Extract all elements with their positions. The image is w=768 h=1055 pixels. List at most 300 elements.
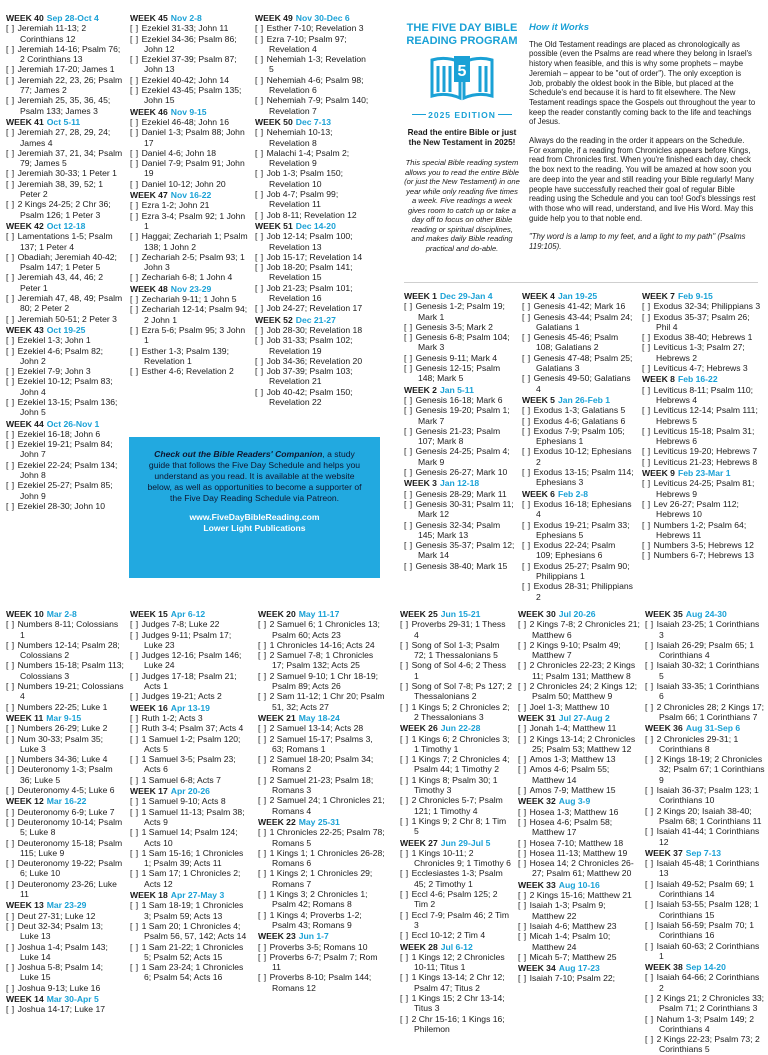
reading-checkbox[interactable]: [ ] — [518, 639, 530, 650]
reading-checkbox[interactable]: [ ] — [642, 363, 654, 374]
reading-checkbox[interactable]: [ ] — [255, 168, 267, 179]
reading-item — [6, 376, 124, 397]
reading-checkbox[interactable]: [ ] — [6, 764, 18, 775]
reading-checkbox[interactable]: [ ] — [642, 332, 654, 343]
reading-checkbox[interactable]: [ ] — [255, 74, 267, 85]
reading-text: Genesis 35-37; Psalm 12; Mark 14 — [415, 540, 515, 561]
reading-checkbox[interactable]: [ ] — [642, 446, 654, 457]
reading-checkbox[interactable]: [ ] — [6, 345, 18, 356]
reading-checkbox[interactable]: [ ] — [6, 147, 18, 158]
reading-checkbox[interactable]: [ ] — [6, 459, 18, 470]
reading-checkbox[interactable]: [ ] — [258, 847, 270, 858]
reading-checkbox[interactable]: [ ] — [255, 127, 267, 138]
schedule-column — [6, 608, 124, 1015]
reading-checkbox[interactable]: [ ] — [522, 540, 534, 551]
reading-checkbox[interactable]: [ ] — [6, 982, 18, 993]
reading-checkbox[interactable]: [ ] — [130, 366, 142, 377]
reading-checkbox[interactable]: [ ] — [6, 910, 18, 921]
reading-checkbox[interactable]: [ ] — [255, 23, 267, 34]
reading-text: Ezekiel 22-24; Psalm 134; John 8 — [17, 459, 118, 481]
reading-checkbox[interactable]: [ ] — [255, 335, 267, 346]
reading-checkbox[interactable]: [ ] — [255, 282, 267, 293]
reading-checkbox[interactable]: [ ] — [255, 95, 267, 106]
reading-checkbox[interactable]: [ ] — [130, 650, 142, 661]
reading-checkbox[interactable]: [ ] — [400, 733, 412, 744]
reading-checkbox[interactable]: [ ] — [518, 973, 530, 984]
reading-checkbox[interactable]: [ ] — [130, 796, 142, 807]
reading-checkbox[interactable]: [ ] — [522, 560, 534, 571]
reading-checkbox[interactable]: [ ] — [404, 425, 416, 436]
reading-checkbox[interactable]: [ ] — [130, 733, 142, 744]
reading-item — [130, 734, 250, 755]
reading-checkbox[interactable]: [ ] — [130, 272, 142, 283]
reading-checkbox[interactable]: [ ] — [400, 1013, 412, 1024]
reading-checkbox[interactable]: [ ] — [400, 774, 412, 785]
reading-checkbox[interactable]: [ ] — [645, 1013, 657, 1024]
reading-checkbox[interactable]: [ ] — [258, 889, 270, 900]
reading-item — [130, 962, 250, 983]
reading-checkbox[interactable]: [ ] — [400, 639, 412, 650]
week-label: WEEK 36 — [645, 723, 683, 734]
reading-checkbox[interactable]: [ ] — [518, 900, 530, 911]
reading-checkbox[interactable]: [ ] — [642, 550, 654, 561]
reading-checkbox[interactable]: [ ] — [6, 723, 18, 734]
reading-checkbox[interactable]: [ ] — [522, 498, 534, 509]
reading-text: Judges 17-18; Psalm 21; Acts 1 — [141, 670, 237, 692]
reading-checkbox[interactable]: [ ] — [6, 95, 18, 106]
reading-checkbox[interactable]: [ ] — [6, 480, 18, 491]
reading-checkbox[interactable]: [ ] — [642, 478, 654, 489]
reading-checkbox[interactable]: [ ] — [518, 764, 530, 775]
reading-checkbox[interactable]: [ ] — [6, 439, 18, 450]
reading-checkbox[interactable]: [ ] — [642, 519, 654, 530]
reading-checkbox[interactable]: [ ] — [6, 878, 18, 889]
reading-checkbox[interactable]: [ ] — [645, 826, 657, 837]
reading-checkbox[interactable]: [ ] — [6, 733, 18, 744]
reading-text: Exodus 4-6; Galatians 6 — [533, 415, 626, 426]
reading-text: Hosea 7-10; Matthew 18 — [529, 837, 624, 848]
reading-checkbox[interactable]: [ ] — [130, 754, 142, 765]
reading-text: 2 Kings 7-8; 2 Chronicles 21; Matthew 6 — [529, 619, 640, 640]
reading-checkbox[interactable]: [ ] — [642, 456, 654, 467]
reading-checkbox[interactable]: [ ] — [404, 321, 416, 332]
reading-checkbox[interactable]: [ ] — [645, 681, 657, 692]
reading-item — [258, 619, 386, 640]
reading-text: 1 Sam 21-22; 1 Chronicles 5; Psalm 52; Acts 15 — [141, 941, 244, 962]
reading-checkbox[interactable]: [ ] — [6, 335, 18, 346]
reading-checkbox[interactable]: [ ] — [6, 43, 18, 54]
reading-checkbox[interactable]: [ ] — [400, 992, 412, 1003]
reading-checkbox[interactable]: [ ] — [518, 858, 530, 869]
reading-item — [6, 754, 124, 764]
reading-checkbox[interactable]: [ ] — [518, 816, 530, 827]
reading-checkbox[interactable]: [ ] — [645, 899, 657, 910]
reading-text: Leviticus 1-3; Psalm 27; Hebrews 2 — [653, 342, 745, 363]
reading-checkbox[interactable]: [ ] — [255, 366, 267, 377]
reading-checkbox[interactable]: [ ] — [642, 498, 654, 509]
reading-checkbox[interactable]: [ ] — [400, 815, 412, 826]
reading-text: Isaiah 26-29; Psalm 65; 1 Corinthians 4 — [656, 639, 755, 661]
reading-text: Exodus 25-27; Psalm 90; Philippians 1 — [533, 560, 630, 582]
reading-checkbox[interactable]: [ ] — [130, 304, 142, 315]
reading-checkbox[interactable]: [ ] — [6, 23, 18, 34]
reading-text: Jeremiah 25, 35, 36, 45; Psalm 133; James 3 — [17, 95, 111, 116]
reading-checkbox[interactable]: [ ] — [400, 754, 412, 765]
reading-checkbox[interactable]: [ ] — [130, 324, 142, 335]
reading-checkbox[interactable]: [ ] — [404, 332, 416, 343]
reading-checkbox[interactable]: [ ] — [130, 231, 142, 242]
reading-checkbox[interactable]: [ ] — [522, 373, 534, 384]
reading-item — [518, 807, 640, 817]
reading-checkbox[interactable]: [ ] — [645, 619, 657, 630]
reading-checkbox[interactable]: [ ] — [400, 930, 412, 941]
reading-checkbox[interactable]: [ ] — [130, 33, 142, 44]
reading-checkbox[interactable]: [ ] — [518, 681, 530, 692]
reading-checkbox[interactable]: [ ] — [258, 951, 270, 962]
reading-checkbox[interactable]: [ ] — [6, 272, 18, 283]
reading-checkbox[interactable]: [ ] — [258, 868, 270, 879]
reading-checkbox[interactable]: [ ] — [645, 878, 657, 889]
reading-checkbox[interactable]: [ ] — [6, 500, 18, 511]
reading-text: Judges 7-8; Luke 22 — [141, 619, 220, 630]
reading-checkbox[interactable]: [ ] — [6, 168, 18, 179]
reading-checkbox[interactable]: [ ] — [518, 660, 530, 671]
reading-checkbox[interactable]: [ ] — [642, 311, 654, 322]
reading-checkbox[interactable]: [ ] — [6, 251, 18, 262]
reading-checkbox[interactable]: [ ] — [6, 701, 18, 712]
reading-checkbox[interactable]: [ ] — [6, 619, 18, 630]
reading-checkbox[interactable]: [ ] — [6, 806, 18, 817]
reading-checkbox[interactable]: [ ] — [6, 785, 18, 796]
reading-item — [255, 335, 373, 356]
reading-checkbox[interactable]: [ ] — [258, 795, 270, 806]
reading-checkbox[interactable]: [ ] — [258, 909, 270, 920]
reading-checkbox[interactable]: [ ] — [6, 396, 18, 407]
reading-text: Joshua 1-4; Psalm 143; Luke 14 — [17, 941, 108, 962]
reading-checkbox[interactable]: [ ] — [645, 919, 657, 930]
week-heading — [400, 609, 512, 619]
reading-checkbox[interactable]: [ ] — [6, 428, 18, 439]
reading-checkbox[interactable]: [ ] — [404, 394, 416, 405]
reading-checkbox[interactable]: [ ] — [642, 405, 654, 416]
reading-checkbox[interactable]: [ ] — [645, 992, 657, 1003]
reading-checkbox[interactable]: [ ] — [404, 352, 416, 363]
reading-checkbox[interactable]: [ ] — [258, 774, 270, 785]
reading-checkbox[interactable]: [ ] — [6, 941, 18, 952]
reading-item — [258, 848, 386, 869]
reading-checkbox[interactable]: [ ] — [6, 962, 18, 973]
reading-checkbox[interactable]: [ ] — [400, 868, 412, 879]
reading-checkbox[interactable]: [ ] — [400, 701, 412, 712]
reading-checkbox[interactable]: [ ] — [6, 1004, 18, 1015]
reading-text: Isaiah 36-37; Psalm 123; 1 Corinthians 10 — [656, 785, 759, 806]
reading-checkbox[interactable]: [ ] — [255, 262, 267, 273]
schedule-column — [642, 290, 762, 561]
reading-checkbox[interactable]: [ ] — [645, 858, 657, 869]
reading-text: Job 1-3; Psalm 150; Revelation 10 — [266, 168, 343, 189]
week-block — [642, 291, 762, 373]
reading-checkbox[interactable]: [ ] — [130, 712, 142, 723]
week-heading — [130, 107, 248, 117]
reading-checkbox[interactable]: [ ] — [130, 200, 142, 211]
reading-checkbox[interactable]: [ ] — [6, 64, 18, 75]
reading-item — [6, 723, 124, 733]
reading-checkbox[interactable]: [ ] — [6, 199, 18, 210]
reading-checkbox[interactable]: [ ] — [6, 74, 18, 85]
reading-text: Job 12-14; Psalm 100; Revelation 13 — [266, 231, 353, 252]
reading-checkbox[interactable]: [ ] — [522, 301, 534, 312]
reading-checkbox[interactable]: [ ] — [258, 733, 270, 744]
reading-item — [255, 148, 373, 169]
week-label: WEEK 44 — [6, 418, 44, 429]
week-label: WEEK 5 — [522, 394, 555, 405]
reading-checkbox[interactable]: [ ] — [130, 251, 142, 262]
reading-checkbox[interactable]: [ ] — [6, 639, 18, 650]
reading-checkbox[interactable]: [ ] — [130, 619, 142, 630]
reading-checkbox[interactable]: [ ] — [522, 446, 534, 457]
reading-checkbox[interactable]: [ ] — [130, 670, 142, 681]
week-heading — [522, 291, 634, 301]
reading-checkbox[interactable]: [ ] — [642, 540, 654, 551]
reading-checkbox[interactable]: [ ] — [642, 342, 654, 353]
reading-checkbox[interactable]: [ ] — [255, 189, 267, 200]
reading-checkbox[interactable]: [ ] — [522, 519, 534, 530]
reading-item — [404, 467, 516, 477]
reading-item — [130, 75, 248, 85]
reading-checkbox[interactable]: [ ] — [130, 178, 142, 189]
reading-item — [130, 200, 248, 210]
reading-checkbox[interactable]: [ ] — [130, 23, 142, 34]
reading-text: 1 Samuel 3-5; Psalm 23; Acts 6 — [141, 754, 236, 775]
reading-checkbox[interactable]: [ ] — [6, 178, 18, 189]
reading-checkbox[interactable]: [ ] — [518, 806, 530, 817]
reading-checkbox[interactable]: [ ] — [522, 405, 534, 416]
reading-text: Numbers 19-21; Colossians 4 — [17, 681, 124, 702]
reading-checkbox[interactable]: [ ] — [130, 210, 142, 221]
reading-checkbox[interactable]: [ ] — [518, 847, 530, 858]
reading-checkbox[interactable]: [ ] — [255, 209, 267, 220]
reading-checkbox[interactable]: [ ] — [518, 931, 530, 942]
reading-text: Jeremiah 11-13; 2 Corinthians 12 — [17, 23, 87, 44]
reading-checkbox[interactable]: [ ] — [518, 920, 530, 931]
reading-checkbox[interactable]: [ ] — [6, 837, 18, 848]
reading-checkbox[interactable]: [ ] — [258, 941, 270, 952]
reading-checkbox[interactable]: [ ] — [645, 754, 657, 765]
reading-checkbox[interactable]: [ ] — [404, 363, 416, 374]
week-dates: May 11-17 — [298, 609, 340, 619]
reading-checkbox[interactable]: [ ] — [255, 54, 267, 65]
reading-checkbox[interactable]: [ ] — [642, 301, 654, 312]
reading-checkbox[interactable]: [ ] — [258, 972, 270, 983]
reading-checkbox[interactable]: [ ] — [6, 366, 18, 377]
reading-checkbox[interactable]: [ ] — [255, 324, 267, 335]
reading-item — [130, 294, 248, 304]
reading-item — [518, 681, 640, 702]
reading-text: Isaiah 49-52; Psalm 69; 1 Corinthians 14 — [656, 878, 755, 900]
reading-checkbox[interactable]: [ ] — [6, 231, 18, 242]
reading-checkbox[interactable]: [ ] — [642, 425, 654, 436]
reading-checkbox[interactable]: [ ] — [645, 733, 657, 744]
reading-checkbox[interactable]: [ ] — [258, 754, 270, 765]
reading-checkbox[interactable]: [ ] — [518, 785, 530, 796]
reading-checkbox[interactable]: [ ] — [518, 951, 530, 962]
reading-checkbox[interactable]: [ ] — [130, 158, 142, 169]
reading-item — [6, 179, 124, 200]
reading-checkbox[interactable]: [ ] — [6, 858, 18, 869]
reading-checkbox[interactable]: [ ] — [130, 723, 142, 734]
reading-text: Ezekiel 13-15; Psalm 136; John 5 — [17, 396, 118, 418]
reading-checkbox[interactable]: [ ] — [6, 920, 18, 931]
reading-checkbox[interactable]: [ ] — [255, 231, 267, 242]
reading-checkbox[interactable]: [ ] — [6, 816, 18, 827]
reading-checkbox[interactable]: [ ] — [130, 116, 142, 127]
reading-checkbox[interactable]: [ ] — [258, 691, 270, 702]
reading-checkbox[interactable]: [ ] — [522, 415, 534, 426]
reading-checkbox[interactable]: [ ] — [6, 313, 18, 324]
reading-checkbox[interactable]: [ ] — [400, 681, 412, 692]
week-label: WEEK 13 — [6, 900, 44, 911]
website-link[interactable]: www.FiveDayBibleReading.com — [189, 512, 320, 522]
reading-checkbox[interactable]: [ ] — [400, 619, 412, 630]
reading-checkbox[interactable]: [ ] — [400, 795, 412, 806]
week-label: WEEK 37 — [645, 847, 683, 858]
reading-checkbox[interactable]: [ ] — [518, 733, 530, 744]
reading-item — [6, 734, 124, 755]
week-label: WEEK 51 — [255, 220, 293, 231]
reading-checkbox[interactable]: [ ] — [518, 837, 530, 848]
reading-checkbox[interactable]: [ ] — [645, 940, 657, 951]
reading-item — [522, 467, 634, 488]
reading-checkbox[interactable]: [ ] — [258, 639, 270, 650]
week-dates: Mar 30-Apr 5 — [46, 993, 99, 1004]
reading-checkbox[interactable]: [ ] — [130, 774, 142, 785]
reading-item — [400, 640, 512, 661]
reading-checkbox[interactable]: [ ] — [400, 909, 412, 920]
reading-checkbox[interactable]: [ ] — [518, 701, 530, 712]
reading-checkbox[interactable]: [ ] — [645, 660, 657, 671]
reading-checkbox[interactable]: [ ] — [130, 847, 142, 858]
reading-checkbox[interactable]: [ ] — [6, 293, 18, 304]
reading-checkbox[interactable]: [ ] — [518, 619, 530, 630]
reading-checkbox[interactable]: [ ] — [645, 701, 657, 712]
reading-checkbox[interactable]: [ ] — [400, 889, 412, 900]
reading-checkbox[interactable]: [ ] — [6, 376, 18, 387]
reading-checkbox[interactable]: [ ] — [518, 723, 530, 734]
reading-checkbox[interactable]: [ ] — [255, 251, 267, 262]
reading-text: 1 Kings 8; Psalm 30; 1 Timothy 3 — [411, 774, 498, 796]
reading-checkbox[interactable]: [ ] — [522, 332, 534, 343]
reading-checkbox[interactable]: [ ] — [255, 386, 267, 397]
reading-checkbox[interactable]: [ ] — [130, 868, 142, 879]
reading-text: Deuteronomy 1-3; Psalm 36; Luke 5 — [17, 764, 113, 785]
reading-checkbox[interactable]: [ ] — [518, 754, 530, 765]
reading-checkbox[interactable]: [ ] — [255, 303, 267, 314]
reading-checkbox[interactable]: [ ] — [258, 650, 270, 661]
reading-checkbox[interactable]: [ ] — [130, 85, 142, 96]
reading-checkbox[interactable]: [ ] — [404, 498, 416, 509]
reading-checkbox[interactable]: [ ] — [255, 355, 267, 366]
reading-checkbox[interactable]: [ ] — [258, 670, 270, 681]
reading-item — [400, 660, 512, 681]
reading-checkbox[interactable]: [ ] — [130, 345, 142, 356]
reading-checkbox[interactable]: [ ] — [522, 352, 534, 363]
reading-checkbox[interactable]: [ ] — [258, 619, 270, 630]
reading-text: Judges 9-11; Psalm 17; Luke 23 — [141, 629, 232, 650]
reading-checkbox[interactable]: [ ] — [130, 629, 142, 640]
reading-checkbox[interactable]: [ ] — [645, 1034, 657, 1045]
reading-checkbox[interactable]: [ ] — [400, 951, 412, 962]
reading-checkbox[interactable]: [ ] — [130, 147, 142, 158]
reading-item — [258, 952, 386, 973]
reading-checkbox[interactable]: [ ] — [130, 941, 142, 952]
reading-checkbox[interactable]: [ ] — [130, 900, 142, 911]
reading-checkbox[interactable]: [ ] — [404, 405, 416, 416]
week-block — [6, 900, 124, 993]
reading-checkbox[interactable]: [ ] — [6, 660, 18, 671]
reading-checkbox[interactable]: [ ] — [255, 147, 267, 158]
reading-checkbox[interactable]: [ ] — [400, 972, 412, 983]
reading-checkbox[interactable]: [ ] — [130, 127, 142, 138]
reading-checkbox[interactable]: [ ] — [400, 660, 412, 671]
reading-checkbox[interactable]: [ ] — [400, 847, 412, 858]
reading-item — [6, 480, 124, 501]
reading-checkbox[interactable]: [ ] — [522, 425, 534, 436]
reading-text: Nehemiah 7-9; Psalm 140; Revelation 7 — [266, 95, 369, 116]
reading-checkbox[interactable]: [ ] — [130, 827, 142, 838]
reading-checkbox[interactable]: [ ] — [6, 681, 18, 692]
reading-checkbox[interactable]: [ ] — [130, 920, 142, 931]
reading-checkbox[interactable]: [ ] — [404, 560, 416, 571]
reading-item — [6, 272, 124, 293]
reading-item — [645, 754, 765, 785]
reading-checkbox[interactable]: [ ] — [522, 311, 534, 322]
reading-checkbox[interactable]: [ ] — [6, 754, 18, 765]
reading-checkbox[interactable]: [ ] — [642, 384, 654, 395]
reading-text: Ecclesiastes 1-3; Psalm 45; 2 Timothy 1 — [411, 868, 503, 889]
reading-checkbox[interactable]: [ ] — [130, 74, 142, 85]
reading-checkbox[interactable]: [ ] — [404, 488, 416, 499]
reading-checkbox[interactable]: [ ] — [404, 519, 416, 530]
reading-checkbox[interactable]: [ ] — [130, 54, 142, 65]
reading-checkbox[interactable]: [ ] — [645, 785, 657, 796]
reading-checkbox[interactable]: [ ] — [130, 294, 142, 305]
reading-checkbox[interactable]: [ ] — [645, 639, 657, 650]
reading-checkbox[interactable]: [ ] — [404, 540, 416, 551]
reading-checkbox[interactable]: [ ] — [645, 805, 657, 816]
reading-checkbox[interactable]: [ ] — [130, 691, 142, 702]
reading-item — [400, 993, 512, 1014]
schedule-column — [130, 608, 250, 983]
reading-checkbox[interactable]: [ ] — [6, 127, 18, 138]
reading-checkbox[interactable]: [ ] — [404, 467, 416, 478]
reading-checkbox[interactable]: [ ] — [522, 467, 534, 478]
reading-checkbox[interactable]: [ ] — [404, 446, 416, 457]
reading-checkbox[interactable]: [ ] — [522, 581, 534, 592]
reading-checkbox[interactable]: [ ] — [255, 33, 267, 44]
week-label: WEEK 22 — [258, 816, 296, 827]
reading-checkbox[interactable]: [ ] — [404, 301, 416, 312]
reading-text: Hosea 11-13; Matthew 19 — [529, 847, 628, 858]
week-label: WEEK 18 — [130, 890, 168, 901]
reading-checkbox[interactable]: [ ] — [645, 972, 657, 983]
reading-checkbox[interactable]: [ ] — [130, 962, 142, 973]
week-label: WEEK 49 — [255, 13, 293, 23]
reading-checkbox[interactable]: [ ] — [258, 827, 270, 838]
reading-checkbox[interactable]: [ ] — [258, 723, 270, 734]
reading-item — [6, 23, 124, 44]
reading-checkbox[interactable]: [ ] — [130, 806, 142, 817]
reading-checkbox[interactable]: [ ] — [518, 890, 530, 901]
